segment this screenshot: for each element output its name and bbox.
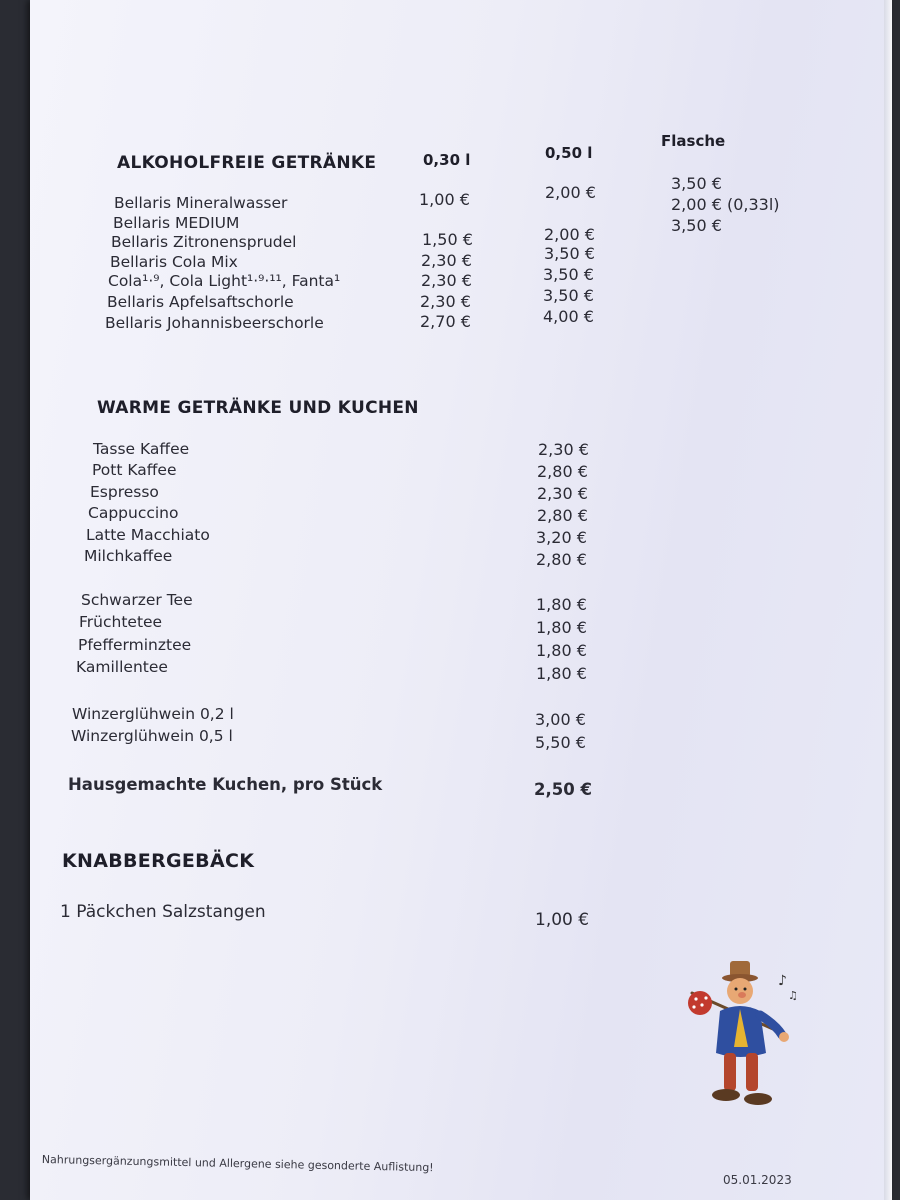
- wanderer-mascot-icon: [682, 955, 802, 1120]
- warm-item-price: 3,00 €: [535, 710, 586, 729]
- snack-item-price: 1,00 €: [535, 910, 590, 930]
- drink-price-050: 3,50 €: [543, 286, 594, 305]
- warm-item-price: 2,80 €: [537, 462, 588, 481]
- section-title-alkoholfrei: ALKOHOLFREIE GETRÄNKE: [117, 153, 377, 173]
- drink-price-030: 2,70 €: [420, 312, 471, 331]
- svg-text:♫: ♫: [788, 989, 798, 1002]
- footer-note: Nahrungsergänzungsmittel und Allergene siehe gesonderte Auflistung!: [41, 1153, 434, 1175]
- drink-price-050: 3,50 €: [544, 244, 595, 263]
- column-header-050: 0,50 l: [545, 144, 593, 162]
- drink-price-050: 3,50 €: [543, 265, 594, 284]
- warm-item-name: Espresso: [90, 483, 159, 501]
- drink-price-flasche: 2,00 € (0,33l): [671, 195, 780, 214]
- warm-item-name: Tasse Kaffee: [93, 440, 190, 458]
- drink-price-050: 4,00 €: [543, 307, 594, 326]
- warm-item-price: 1,80 €: [536, 664, 587, 683]
- kuchen-item-price: 2,50 €: [534, 780, 592, 799]
- warm-item-name: Pfefferminztee: [78, 636, 192, 654]
- drink-item-name: Cola¹·⁹, Cola Light¹·⁹·¹¹, Fanta¹: [108, 272, 341, 290]
- warm-item-name: Winzerglühwein 0,5 l: [71, 727, 233, 745]
- warm-item-price: 2,80 €: [536, 550, 587, 569]
- warm-item-name: Früchtetee: [79, 613, 163, 631]
- warm-item-price: 1,80 €: [536, 641, 587, 660]
- warm-item-name: Latte Macchiato: [86, 526, 210, 544]
- drink-price-050: 2,00 €: [545, 183, 596, 202]
- warm-item-price: 1,80 €: [536, 618, 587, 637]
- drink-item-name: Bellaris Mineralwasser: [114, 194, 288, 212]
- warm-item-name: Cappuccino: [88, 504, 179, 522]
- warm-item-name: Pott Kaffee: [92, 461, 177, 479]
- drink-price-flasche: 3,50 €: [671, 174, 722, 193]
- warm-item-price: 2,80 €: [537, 506, 588, 525]
- drink-price-030: 2,30 €: [421, 251, 472, 270]
- warm-item-price: 2,30 €: [537, 484, 588, 503]
- kuchen-item-name: Hausgemachte Kuchen, pro Stück: [68, 775, 383, 794]
- drink-price-030: 1,00 €: [419, 190, 470, 209]
- warm-item-name: Winzerglühwein 0,2 l: [72, 705, 234, 723]
- drink-price-030: 2,30 €: [420, 292, 471, 311]
- drink-item-name: Bellaris Cola Mix: [110, 253, 238, 271]
- drink-item-name: Bellaris Apfelsaftschorle: [107, 293, 294, 311]
- warm-item-name: Milchkaffee: [84, 547, 173, 565]
- warm-item-name: Schwarzer Tee: [81, 591, 193, 609]
- drink-price-050: 2,00 €: [544, 225, 595, 244]
- sheet-edge: [884, 0, 892, 1200]
- drink-price-flasche: 3,50 €: [671, 216, 722, 235]
- section-title-knabber: KNABBERGEBÄCK: [62, 850, 255, 872]
- drink-price-030: 1,50 €: [422, 230, 473, 249]
- column-header-030: 0,30 l: [423, 151, 471, 169]
- drink-item-name: Bellaris MEDIUM: [113, 214, 240, 232]
- warm-item-price: 3,20 €: [536, 528, 587, 547]
- column-header-flasche: Flasche: [661, 132, 726, 150]
- warm-item-price: 5,50 €: [535, 733, 586, 752]
- drink-item-name: Bellaris Zitronensprudel: [111, 233, 297, 251]
- warm-item-price: 1,80 €: [536, 595, 587, 614]
- svg-text:♪: ♪: [778, 973, 787, 989]
- snack-item-name: 1 Päckchen Salzstangen: [60, 902, 266, 922]
- drink-price-030: 2,30 €: [421, 271, 472, 290]
- section-title-warm: WARME GETRÄNKE UND KUCHEN: [97, 398, 419, 418]
- drink-item-name: Bellaris Johannisbeerschorle: [105, 314, 324, 332]
- warm-item-price: 2,30 €: [538, 440, 589, 459]
- warm-item-name: Kamillentee: [76, 658, 168, 676]
- footer-date: 05.01.2023: [723, 1173, 792, 1187]
